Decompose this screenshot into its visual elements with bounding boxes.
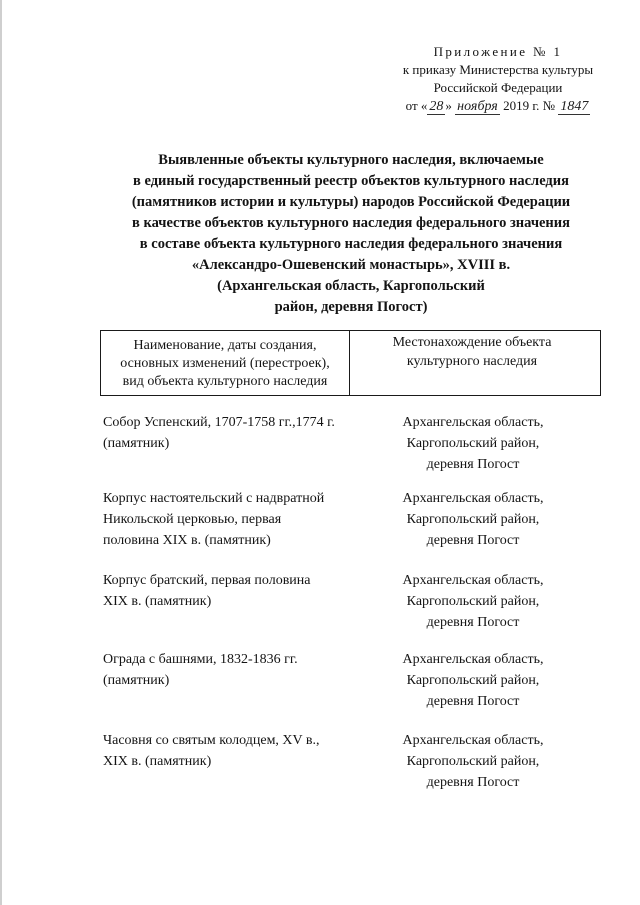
object-location-line: деревня Погост: [426, 457, 520, 472]
object-location-line: деревня Погост: [426, 694, 520, 709]
table-row: [103, 488, 603, 554]
order-reference: к приказу Министерства культуры: [402, 62, 594, 77]
title-line: (Архангельская область, Каргопольский: [217, 278, 485, 294]
object-location-line: деревня Погост: [426, 615, 520, 630]
column-header-line: основных изменений (перестроек),: [120, 356, 330, 371]
object-location-line: Архангельская область,: [402, 491, 544, 506]
column-header-location: [350, 331, 600, 395]
table-header: [100, 330, 601, 396]
title-line: в качестве объектов культурного наследия федерального значения: [132, 215, 570, 231]
object-location-line: Каргопольский район,: [406, 673, 540, 688]
table-row: [103, 570, 603, 636]
object-name-cell: [103, 649, 358, 691]
title-line: Выявленные объекты культурного наследия, включаемые: [158, 152, 544, 168]
object-name-line: Корпус братский, первая половина: [103, 573, 311, 588]
table-row: [103, 412, 603, 478]
object-location-line: Каргопольский район,: [406, 436, 540, 451]
title-line: «Александро-Ошевенский монастырь», XVIII в.: [191, 257, 511, 273]
object-location-cell: [370, 730, 576, 793]
title-line: в единый государственный реестр объектов культурного наследия: [133, 173, 569, 189]
object-location-cell: [370, 570, 576, 633]
object-location-line: Каргопольский район,: [406, 512, 540, 527]
object-name-line: Никольской церковью, первая: [103, 512, 282, 527]
object-name-cell: [103, 570, 358, 612]
object-name-line: половина XIX в. (памятник): [103, 533, 271, 548]
object-location-line: Каргопольский район,: [406, 594, 540, 609]
column-header-line: культурного наследия: [406, 354, 538, 369]
appendix-header: [398, 43, 598, 116]
document-title: [96, 150, 606, 318]
object-name-cell: [103, 412, 358, 454]
ministry-name: Российской Федерации: [433, 80, 563, 95]
handwritten-day: 28: [429, 99, 444, 114]
object-name-line: Часовня со святым колодцем, XV в.,: [103, 733, 320, 748]
order-date-line: [398, 97, 598, 116]
object-name-line: XIX в. (памятник): [103, 754, 212, 769]
object-location-line: Архангельская область,: [402, 733, 544, 748]
object-location-line: деревня Погост: [426, 775, 520, 790]
title-line: район, деревня Погост): [274, 299, 428, 315]
object-location-cell: [370, 649, 576, 712]
column-header-line: Наименование, даты создания,: [133, 338, 317, 353]
date-prefix: от «: [405, 98, 428, 113]
object-location-cell: [370, 412, 576, 475]
object-name-line: (памятник): [103, 673, 170, 688]
column-header-line: Местонахождение объекта: [392, 335, 552, 350]
title-line: в составе объекта культурного наследия федерального значения: [139, 236, 563, 252]
object-location-line: деревня Погост: [426, 533, 520, 548]
object-name-cell: [103, 730, 358, 772]
column-header-line: вид объекта культурного наследия: [122, 374, 328, 389]
handwritten-month: ноября: [457, 99, 498, 114]
object-name-line: Собор Успенский, 1707-1758 гг.,1774 г.: [103, 415, 335, 430]
handwritten-order-number: 1847: [560, 99, 589, 114]
appendix-number: Приложение № 1: [433, 44, 563, 59]
object-location-line: Архангельская область,: [402, 573, 544, 588]
scan-edge: [0, 0, 2, 905]
table-row: [103, 730, 603, 796]
object-name-cell: [103, 488, 358, 551]
title-line: (памятников истории и культуры) народов Российской Федерации: [131, 194, 571, 210]
table-row: [103, 649, 603, 715]
object-location-line: Архангельская область,: [402, 415, 544, 430]
object-name-line: Ограда с башнями, 1832-1836 гг.: [103, 652, 298, 667]
object-location-line: Каргопольский район,: [406, 754, 540, 769]
object-location-cell: [370, 488, 576, 551]
date-year: 2019 г. №: [503, 98, 556, 113]
object-name-line: Корпус настоятельский с надвратной: [103, 491, 325, 506]
object-name-line: XIX в. (памятник): [103, 594, 212, 609]
object-name-line: (памятник): [103, 436, 170, 451]
object-location-line: Архангельская область,: [402, 652, 544, 667]
column-header-name: [101, 331, 350, 395]
date-close-quote: »: [445, 98, 452, 113]
